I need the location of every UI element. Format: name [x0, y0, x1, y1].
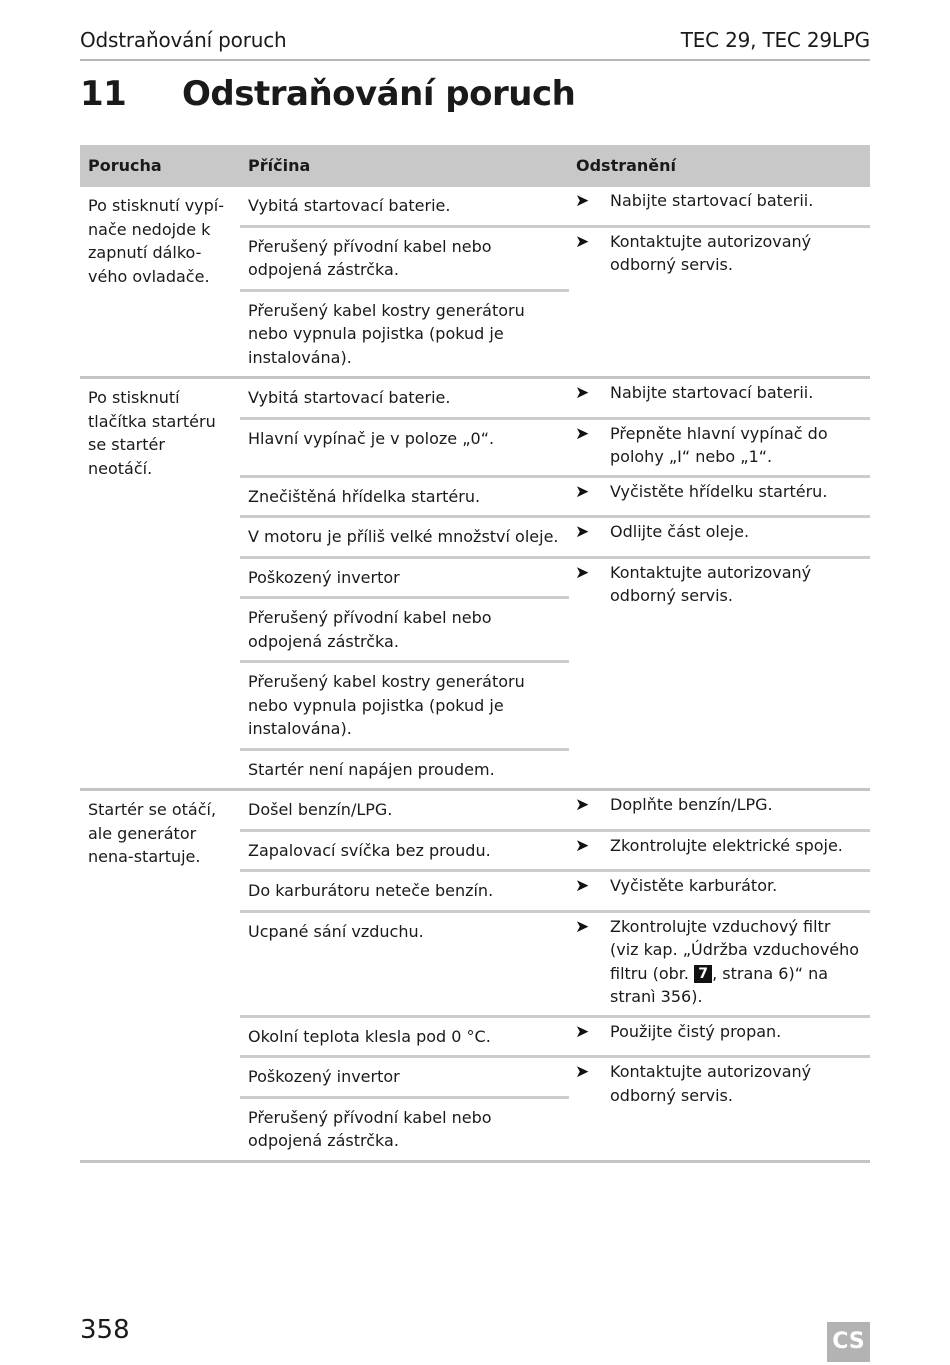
cause-remedy-block: [240, 228, 870, 377]
cause-text: Startér není napájen proudem.: [248, 759, 495, 779]
remedy: [570, 518, 870, 556]
cause-text: Vybitá startovací baterie.: [248, 388, 451, 407]
cause-text: V motoru je příliš velké množství oleje.: [248, 527, 559, 546]
remedy-text: [610, 917, 859, 1007]
fault-text: Po stisknutí tlačítka startéru se startér neotáčí.: [88, 388, 216, 478]
remedy: [570, 559, 870, 789]
cause-text: Přerušený kabel kostry generátoru nebo vypnula pojistka (pokud je instalována).: [248, 300, 525, 367]
remedy-text: Přepněte hlavní vypínač do polohy „I“ nebo „1“.: [610, 423, 828, 466]
arrow-icon: ➤: [575, 423, 590, 444]
remedy-text: Kontaktujte autorizovaný odborný servis.: [610, 231, 812, 274]
cause-text: Znečištěná hřídelka startéru.: [248, 486, 481, 506]
chapter-number: 11: [80, 74, 127, 114]
column-header-cause: Příčina: [248, 156, 311, 175]
table-header: [80, 145, 870, 187]
fault-group: [80, 791, 870, 1163]
cause-text: Přerušený kabel kostry generátoru nebo vypnula pojistka (pokud je instalována).: [240, 663, 569, 751]
arrow-icon: ➤: [575, 835, 590, 856]
column-header-remedy: Odstranění: [576, 156, 677, 175]
arrow-icon: ➤: [575, 522, 590, 542]
cause-text: Zapalovací svíčka bez proudu.: [248, 840, 491, 860]
remedy-text: Vyčistěte hřídelku startéru.: [610, 481, 828, 501]
remedy-text: Použijte čistý propan.: [610, 1021, 782, 1041]
remedy: [570, 1018, 870, 1056]
arrow-icon: ➤: [575, 876, 590, 896]
fault-text: Startér se otáčí, ale generátor nena-startuje.: [88, 800, 217, 866]
arrow-icon: ➤: [575, 231, 590, 252]
remedy-text: Nabijte startovací baterii.: [610, 191, 814, 210]
arrow-icon: ➤: [575, 562, 590, 583]
cause-remedy-block: [240, 832, 870, 873]
cause-remedy-block: [240, 559, 870, 789]
remedy: [570, 872, 870, 910]
remedy: [570, 228, 870, 377]
figure-reference-badge: 7: [694, 965, 712, 983]
cause-text: Přerušený přívodní kabel nebo odpojená zástrčka.: [240, 599, 569, 663]
cause-remedy-block: [240, 791, 870, 832]
cause-remedy-block: [240, 872, 870, 913]
chapter-title: Odstraňování poruch: [182, 74, 576, 114]
page-number: 358: [80, 1315, 130, 1345]
cause-text: Poškozený invertor: [240, 1058, 569, 1099]
troubleshooting-table: [80, 145, 870, 1163]
cause-text: Do karburátoru neteče benzín.: [248, 881, 494, 900]
remedy-text-part: , strana 6)“ na stranì 356).: [610, 963, 829, 1006]
cause-text: Vybitá startovací baterie.: [248, 196, 451, 215]
language-badge: CS: [827, 1322, 870, 1362]
cause-text: Ucpané sání vzduchu.: [248, 921, 424, 941]
fault-text: Po stisknutí vypí-nače nedojde k zapnutí dálko-vého ovladače.: [88, 196, 225, 286]
cause-remedy-block: [240, 420, 870, 478]
remedy-text-part: Zkontrolujte vzduchový filtr (viz kap. „Údržba vzduchového filtru (obr.: [610, 916, 860, 983]
remedy: [570, 478, 870, 516]
fault-group: [80, 187, 870, 379]
arrow-icon: ➤: [575, 795, 590, 815]
remedy: [570, 1058, 870, 1160]
cause-remedy-block: [240, 379, 870, 420]
remedy: [570, 379, 870, 417]
running-header: [80, 28, 870, 61]
remedy-text: Odlijte část oleje.: [610, 522, 750, 541]
section-title: Odstraňování poruch: [80, 28, 287, 52]
remedy-text: Nabijte startovací baterii.: [610, 383, 814, 402]
cause-text: Okolní teplota klesla pod 0 °C.: [248, 1026, 491, 1046]
arrow-icon: ➤: [575, 383, 590, 403]
arrow-icon: ➤: [575, 1021, 590, 1042]
cause-text: Hlavní vypínač je v poloze „0“.: [248, 428, 495, 448]
remedy: [570, 832, 870, 870]
remedy-text: Doplňte benzín/LPG.: [610, 795, 773, 814]
cause-remedy-block: [240, 1018, 870, 1059]
arrow-icon: ➤: [575, 916, 590, 937]
cause-text: Přerušený přívodní kabel nebo odpojená zástrčka.: [248, 1107, 492, 1150]
remedy-text: Vyčistěte karburátor.: [610, 876, 778, 895]
arrow-icon: ➤: [575, 1062, 590, 1082]
cause-remedy-block: [240, 1058, 870, 1160]
remedy: [570, 791, 870, 829]
cause-text: Došel benzín/LPG.: [248, 800, 393, 819]
arrow-icon: ➤: [575, 191, 590, 211]
cause-remedy-block: [240, 913, 870, 1018]
cause-text: Přerušený přívodní kabel nebo odpojená zástrčka.: [240, 228, 569, 292]
remedy: [570, 187, 870, 225]
cause-text: Poškozený invertor: [240, 559, 569, 600]
cause-remedy-block: [240, 478, 870, 519]
remedy: [570, 913, 870, 1015]
remedy: [570, 420, 870, 475]
remedy-text: Zkontrolujte elektrické spoje.: [610, 835, 843, 855]
column-header-fault: Porucha: [88, 156, 162, 175]
fault-group: [80, 379, 870, 791]
product-name: TEC 29, TEC 29LPG: [680, 28, 870, 52]
remedy-text: Kontaktujte autorizovaný odborný servis.: [610, 1062, 812, 1105]
arrow-icon: ➤: [575, 481, 590, 502]
cause-remedy-block: [240, 187, 870, 228]
cause-remedy-block: [240, 518, 870, 559]
remedy-text: Kontaktujte autorizovaný odborný servis.: [610, 562, 812, 605]
